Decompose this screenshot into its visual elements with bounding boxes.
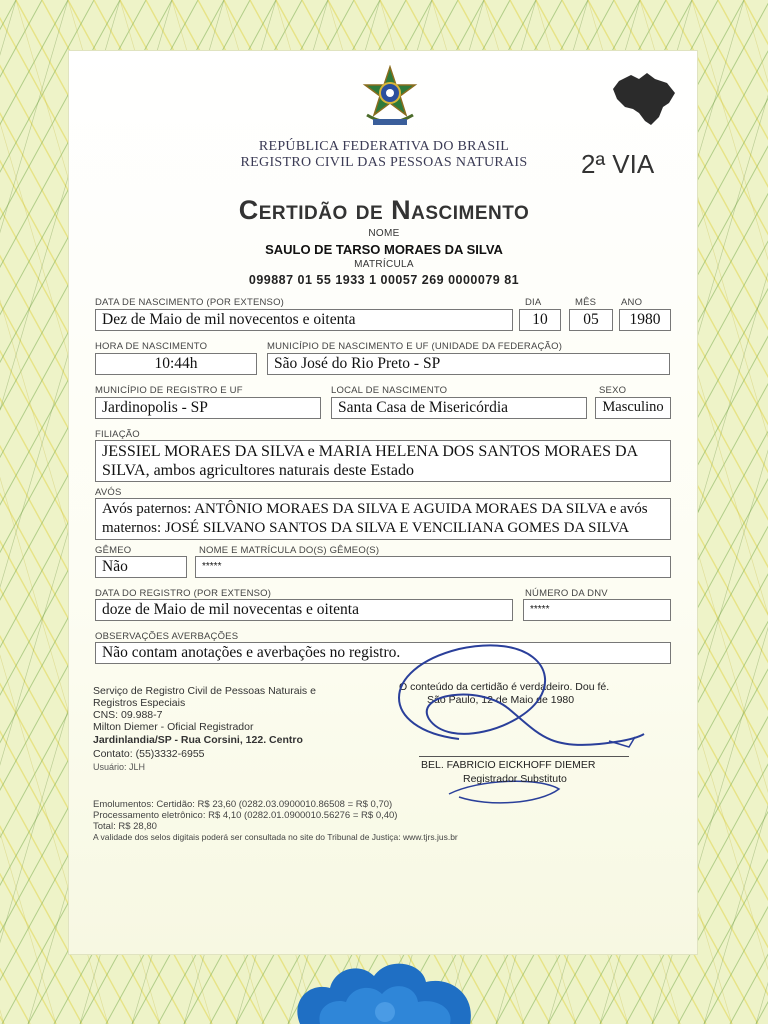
brazil-map-icon: [609, 69, 679, 131]
avos-label: AVÓS: [95, 487, 122, 498]
matricula-label: MATRÍCULA: [354, 259, 414, 270]
data-nascimento-field: Dez de Maio de mil novecentos e oitenta: [95, 309, 513, 331]
document-title: Certidão de Nascimento: [238, 195, 530, 225]
validade-line: A validade dos selos digitais poderá ser consultada no site do Tribunal de Justiça: www.tjrs.jus.br: [93, 832, 458, 842]
data-nascimento-label: DATA DE NASCIMENTO (POR EXTENSO): [95, 297, 285, 308]
seal-icon: [290, 950, 480, 1024]
servico-line-1: Serviço de Registro Civil de Pessoas Naturais e: [93, 685, 316, 697]
avos-field: Avós paternos: ANTÔNIO MORAES DA SILVA E AGUIDA MORAES DA SILVA e avós maternos: JOSÉ SILVANO SANTOS DA SILVA E VENCILIANA GOMES DA SILVA: [95, 498, 671, 540]
sexo-field: Masculino: [595, 397, 671, 419]
data-registro-label: DATA DO REGISTRO (POR EXTENSO): [95, 588, 272, 599]
municipio-nascimento-field: São José do Rio Preto - SP: [267, 353, 670, 375]
oficial-text: Milton Diemer - Oficial Registrador: [93, 721, 254, 733]
dnv-label: NÚMERO DA DNV: [525, 588, 608, 599]
contato-text: Contato: (55)3332-6955: [93, 748, 205, 760]
nome-label: NOME: [368, 228, 400, 239]
dia-field: 10: [519, 309, 561, 331]
dia-label: DIA: [525, 297, 542, 308]
hora-field: 10:44h: [95, 353, 257, 375]
gemeo-field: Não: [95, 556, 187, 578]
assinante-name: BEL. FABRICIO EICKHOFF DIEMER: [421, 759, 596, 771]
second-copy-label: 2ª VIA: [581, 149, 655, 179]
cns-text: CNS: 09.988-7: [93, 709, 163, 721]
certificate-paper: [68, 50, 698, 955]
mes-label: MÊS: [575, 297, 597, 308]
republica-heading: REPÚBLICA FEDERATIVA DO BRASIL: [258, 139, 510, 154]
ano-field: 1980: [619, 309, 671, 331]
sexo-label: SEXO: [599, 385, 627, 396]
registrant-name: SAULO DE TARSO MORAES DA SILVA: [265, 242, 503, 257]
gemeo-label: GÊMEO: [95, 545, 132, 556]
filiacao-label: FILIAÇÃO: [95, 429, 140, 440]
registro-heading: REGISTRO CIVIL DAS PESSOAS NATURAIS: [240, 155, 528, 170]
gemeo-nome-label: NOME E MATRÍCULA DO(S) GÊMEO(S): [199, 545, 380, 556]
emolumentos-line-2: Processamento eletrônico: R$ 4,10 (0282.01.0900010.56276 = R$ 0,40): [93, 810, 398, 821]
endereco-text: Jardinlandia/SP - Rua Corsini, 122. Centro: [93, 734, 303, 746]
municipio-nascimento-label: MUNICÍPIO DE NASCIMENTO E UF (UNIDADE DA FEDERAÇÃO): [267, 341, 563, 352]
matricula-number: 099887 01 55 1933 1 00057 269 0000079 81: [248, 273, 520, 287]
municipio-registro-field: Jardinopolis - SP: [95, 397, 321, 419]
local-nascimento-label: LOCAL DE NASCIMENTO: [331, 385, 448, 396]
servico-line-2: Registros Especiais: [93, 697, 186, 709]
dnv-field: *****: [523, 599, 671, 621]
total-line: Total: R$ 28,80: [93, 821, 157, 832]
gemeo-nome-field: *****: [195, 556, 671, 578]
filiacao-field: JESSIEL MORAES DA SILVA e MARIA HELENA DOS SANTOS MORAES DA SILVA, ambos agricultores naturais deste Estado: [95, 440, 671, 482]
local-nascimento-field: Santa Casa de Misericórdia: [331, 397, 587, 419]
observacoes-field: Não contam anotações e averbações no registro.: [95, 642, 671, 664]
assinante-cargo: Registrador Substituto: [463, 773, 567, 785]
signature-line: [419, 756, 629, 757]
usuario-text: Usuário: JLH: [93, 762, 146, 772]
ano-label: ANO: [621, 297, 643, 308]
municipio-registro-label: MUNICÍPIO DE REGISTRO E UF: [95, 385, 243, 396]
hora-label: HORA DE NASCIMENTO: [95, 341, 208, 352]
observacoes-label: OBSERVAÇÕES AVERBAÇÕES: [95, 631, 239, 642]
fe-statement: O conteúdo da certidão é verdadeiro. Dou fé.: [399, 681, 610, 693]
local-data-text: São Paulo, 12 de Maio de 1980: [427, 694, 575, 706]
coat-of-arms-icon: [359, 65, 421, 131]
emolumentos-line-1: Emolumentos: Certidão: R$ 23,60 (0282.03.0900010.86508 = R$ 0,70): [93, 799, 393, 810]
mes-field: 05: [569, 309, 613, 331]
data-registro-field: doze de Maio de mil novecentas e oitenta: [95, 599, 513, 621]
